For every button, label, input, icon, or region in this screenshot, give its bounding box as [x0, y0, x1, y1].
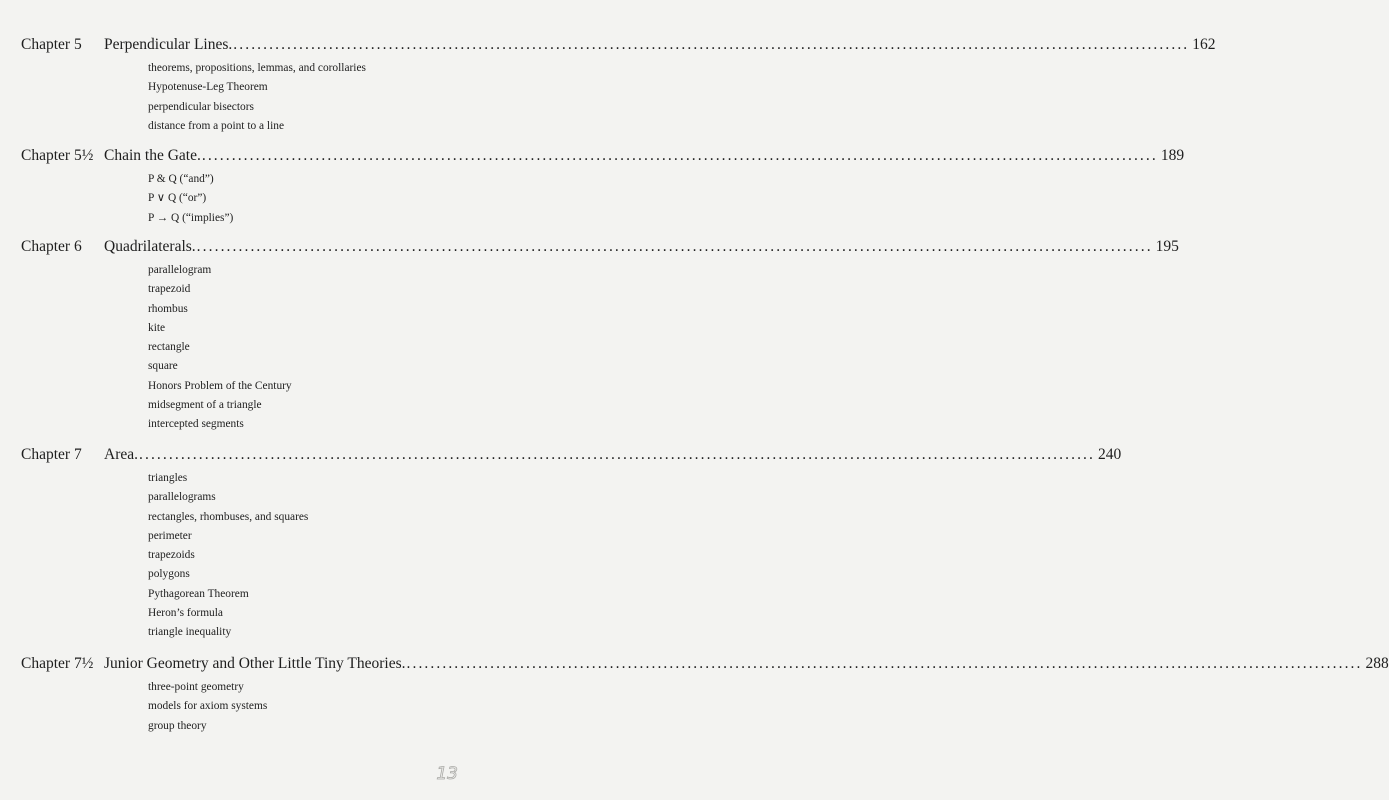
topic-item: distance from a point to a line [148, 119, 285, 132]
dot-leader: ................................................................................................................................................................ [139, 446, 1095, 463]
dot-leader: ................................................................................................................................................................ [196, 238, 1153, 255]
topic-item: trapezoid [148, 283, 191, 296]
topic-item: perpendicular bisectors [148, 100, 254, 113]
topic-item: midsegment of a triangle [148, 399, 262, 412]
chapter-label: Chapter 6 [21, 238, 82, 255]
dot-leader: ................................................................................................................................................................ [406, 655, 1363, 672]
chapter-title: Perpendicular Lines. [104, 36, 233, 53]
topic-item: Hypotenuse-Leg Theorem [148, 81, 268, 94]
chapter-label: Chapter 7½ [21, 655, 94, 672]
topic-list [148, 62, 366, 139]
chapter-title-line [104, 147, 1185, 165]
topic-item: Pythagorean Theorem [148, 587, 249, 600]
topic-item: rectangles, rhombuses, and squares [148, 510, 309, 523]
topic-item: rectangle [148, 341, 190, 354]
topic-list [148, 264, 292, 438]
topic-item: square [148, 360, 178, 373]
chapter-title-line [104, 238, 1179, 256]
topic-item: P & Q (“and”) [148, 173, 214, 185]
topic-item: trapezoids [148, 549, 195, 562]
topic-item: Honors Problem of the Century [148, 379, 292, 392]
topic-item: triangle inequality [148, 626, 232, 639]
chapter-page-number: 189 [1160, 147, 1185, 164]
chapter-page-number: 240 [1098, 446, 1122, 463]
chapter-title-line [104, 655, 1389, 673]
topic-item: triangles [148, 472, 188, 484]
chapter-title-line [104, 446, 1122, 464]
topic-list [148, 681, 267, 739]
chapter-label: Chapter 7 [21, 446, 82, 463]
topic-item: P ∨ Q (“or”) [148, 192, 207, 205]
page-folio: 13 [436, 764, 458, 784]
chapter-page-number: 288 [1365, 655, 1389, 672]
chapter-label: Chapter 5 [21, 36, 82, 53]
chapter-page-number: 195 [1155, 238, 1179, 255]
topic-item: Heron’s formula [148, 607, 223, 620]
topic-list [148, 173, 233, 231]
chapter-title: Chain the Gate. [104, 147, 201, 164]
topic-item: polygons [148, 568, 190, 581]
dot-leader: ................................................................................................................................................................ [201, 147, 1158, 164]
topic-item: parallelogram [148, 264, 212, 276]
topic-item: models for axiom systems [148, 700, 268, 713]
chapter-page-number: 162 [1192, 36, 1216, 53]
chapter-title: Junior Geometry and Other Little Tiny Theories. [104, 655, 406, 672]
chapter-title-line [104, 36, 1216, 54]
chapter-title: Area. [104, 446, 138, 463]
dot-leader: ................................................................................................................................................................ [233, 36, 1190, 53]
topic-list [148, 472, 308, 646]
topic-item: P → Q (“implies”) [148, 211, 234, 224]
topic-item: rhombus [148, 302, 188, 315]
topic-item: perimeter [148, 529, 192, 542]
chapter-title: Quadrilaterals. [104, 238, 196, 255]
topic-item: parallelograms [148, 491, 216, 504]
chapter-label: Chapter 5½ [21, 147, 94, 164]
topic-item: group theory [148, 719, 207, 732]
topic-item: intercepted segments [148, 418, 244, 431]
topic-item: theorems, propositions, lemmas, and corollaries [148, 62, 366, 74]
topic-item: three-point geometry [148, 681, 244, 693]
topic-item: kite [148, 321, 166, 334]
